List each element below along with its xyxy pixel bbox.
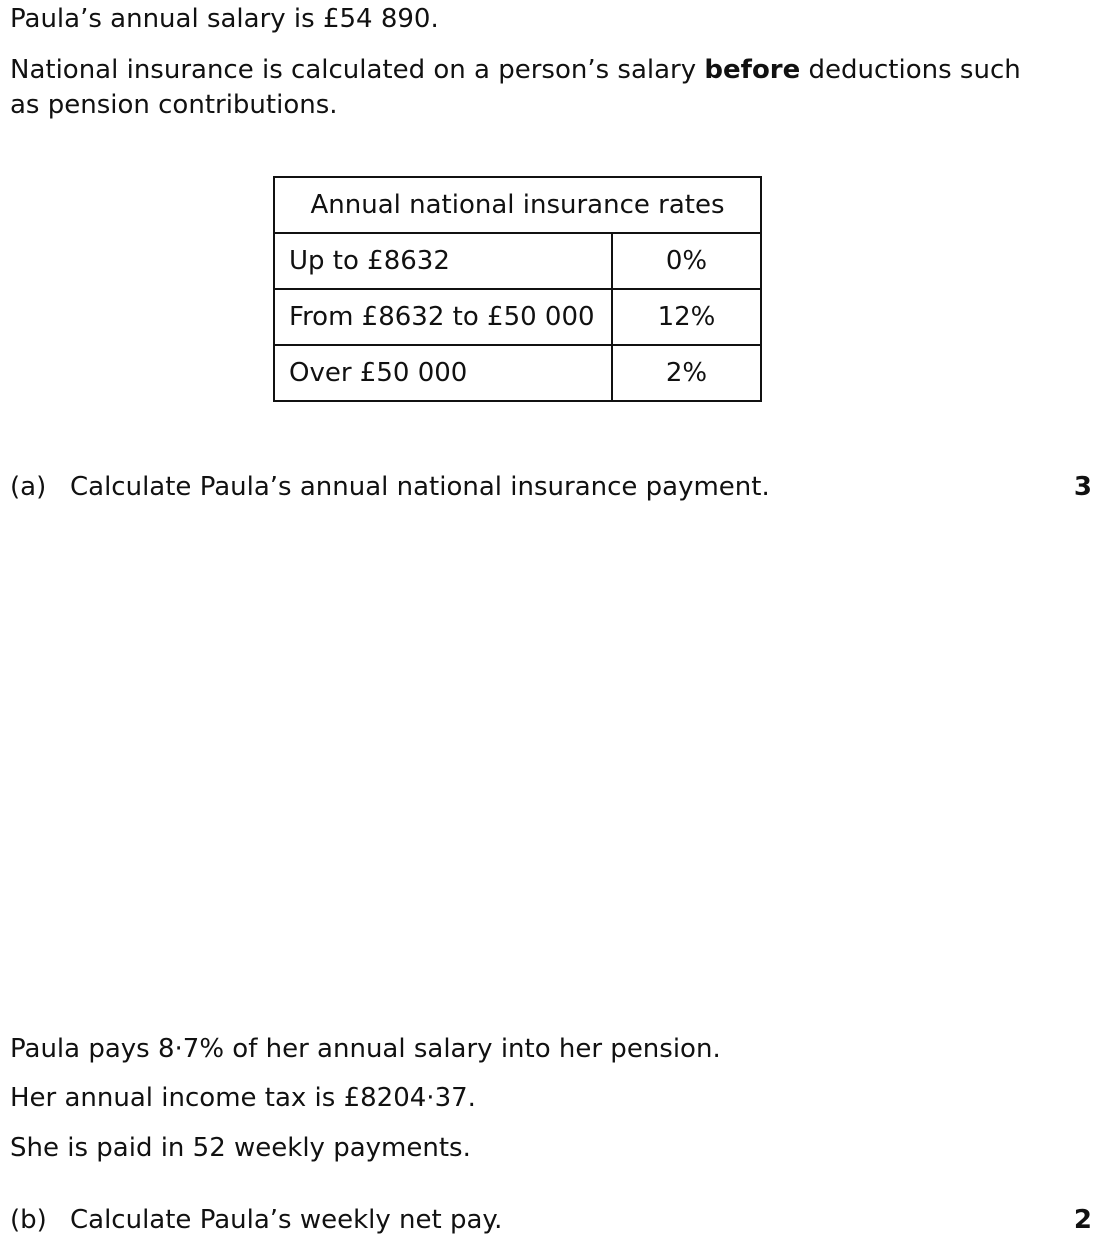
question-b-text: Calculate Paula’s weekly net pay. (70, 1205, 503, 1235)
ni-statement-post: deductions such (800, 55, 1021, 85)
question-a-label: (a) (10, 472, 47, 502)
question-b-label: (b) (10, 1205, 47, 1235)
band-rate: 0% (612, 233, 761, 289)
pension-statement: Paula pays 8·7% of her annual salary into her pension. (10, 1034, 721, 1064)
table-title: Annual national insurance rates (274, 177, 761, 233)
question-a-text: Calculate Paula’s annual national insurance payment. (70, 472, 770, 502)
question-b-marks: 2 (1073, 1205, 1092, 1235)
question-a (10, 470, 1092, 504)
band-label: From £8632 to £50 000 (274, 289, 612, 345)
band-label: Over £50 000 (274, 345, 612, 401)
table-header-row (274, 177, 761, 233)
income-tax-statement: Her annual income tax is £8204·37. (10, 1083, 476, 1113)
band-label: Up to £8632 (274, 233, 612, 289)
table-row (274, 233, 761, 289)
salary-statement: Paula’s annual salary is £54 890. (10, 4, 439, 34)
band-rate: 12% (612, 289, 761, 345)
ni-statement-emphasis: before (704, 55, 801, 85)
ni-rates-table (273, 176, 762, 402)
band-rate: 2% (612, 345, 761, 401)
table-row (274, 289, 761, 345)
ni-statement-line-1 (10, 53, 1021, 87)
question-a-marks: 3 (1073, 472, 1092, 502)
ni-statement-pre: National insurance is calculated on a person’s salary (10, 55, 705, 85)
ni-statement-line-2: as pension contributions. (10, 90, 338, 120)
question-b (10, 1203, 1092, 1237)
table-row (274, 345, 761, 401)
payment-frequency-statement: She is paid in 52 weekly payments. (10, 1133, 471, 1163)
